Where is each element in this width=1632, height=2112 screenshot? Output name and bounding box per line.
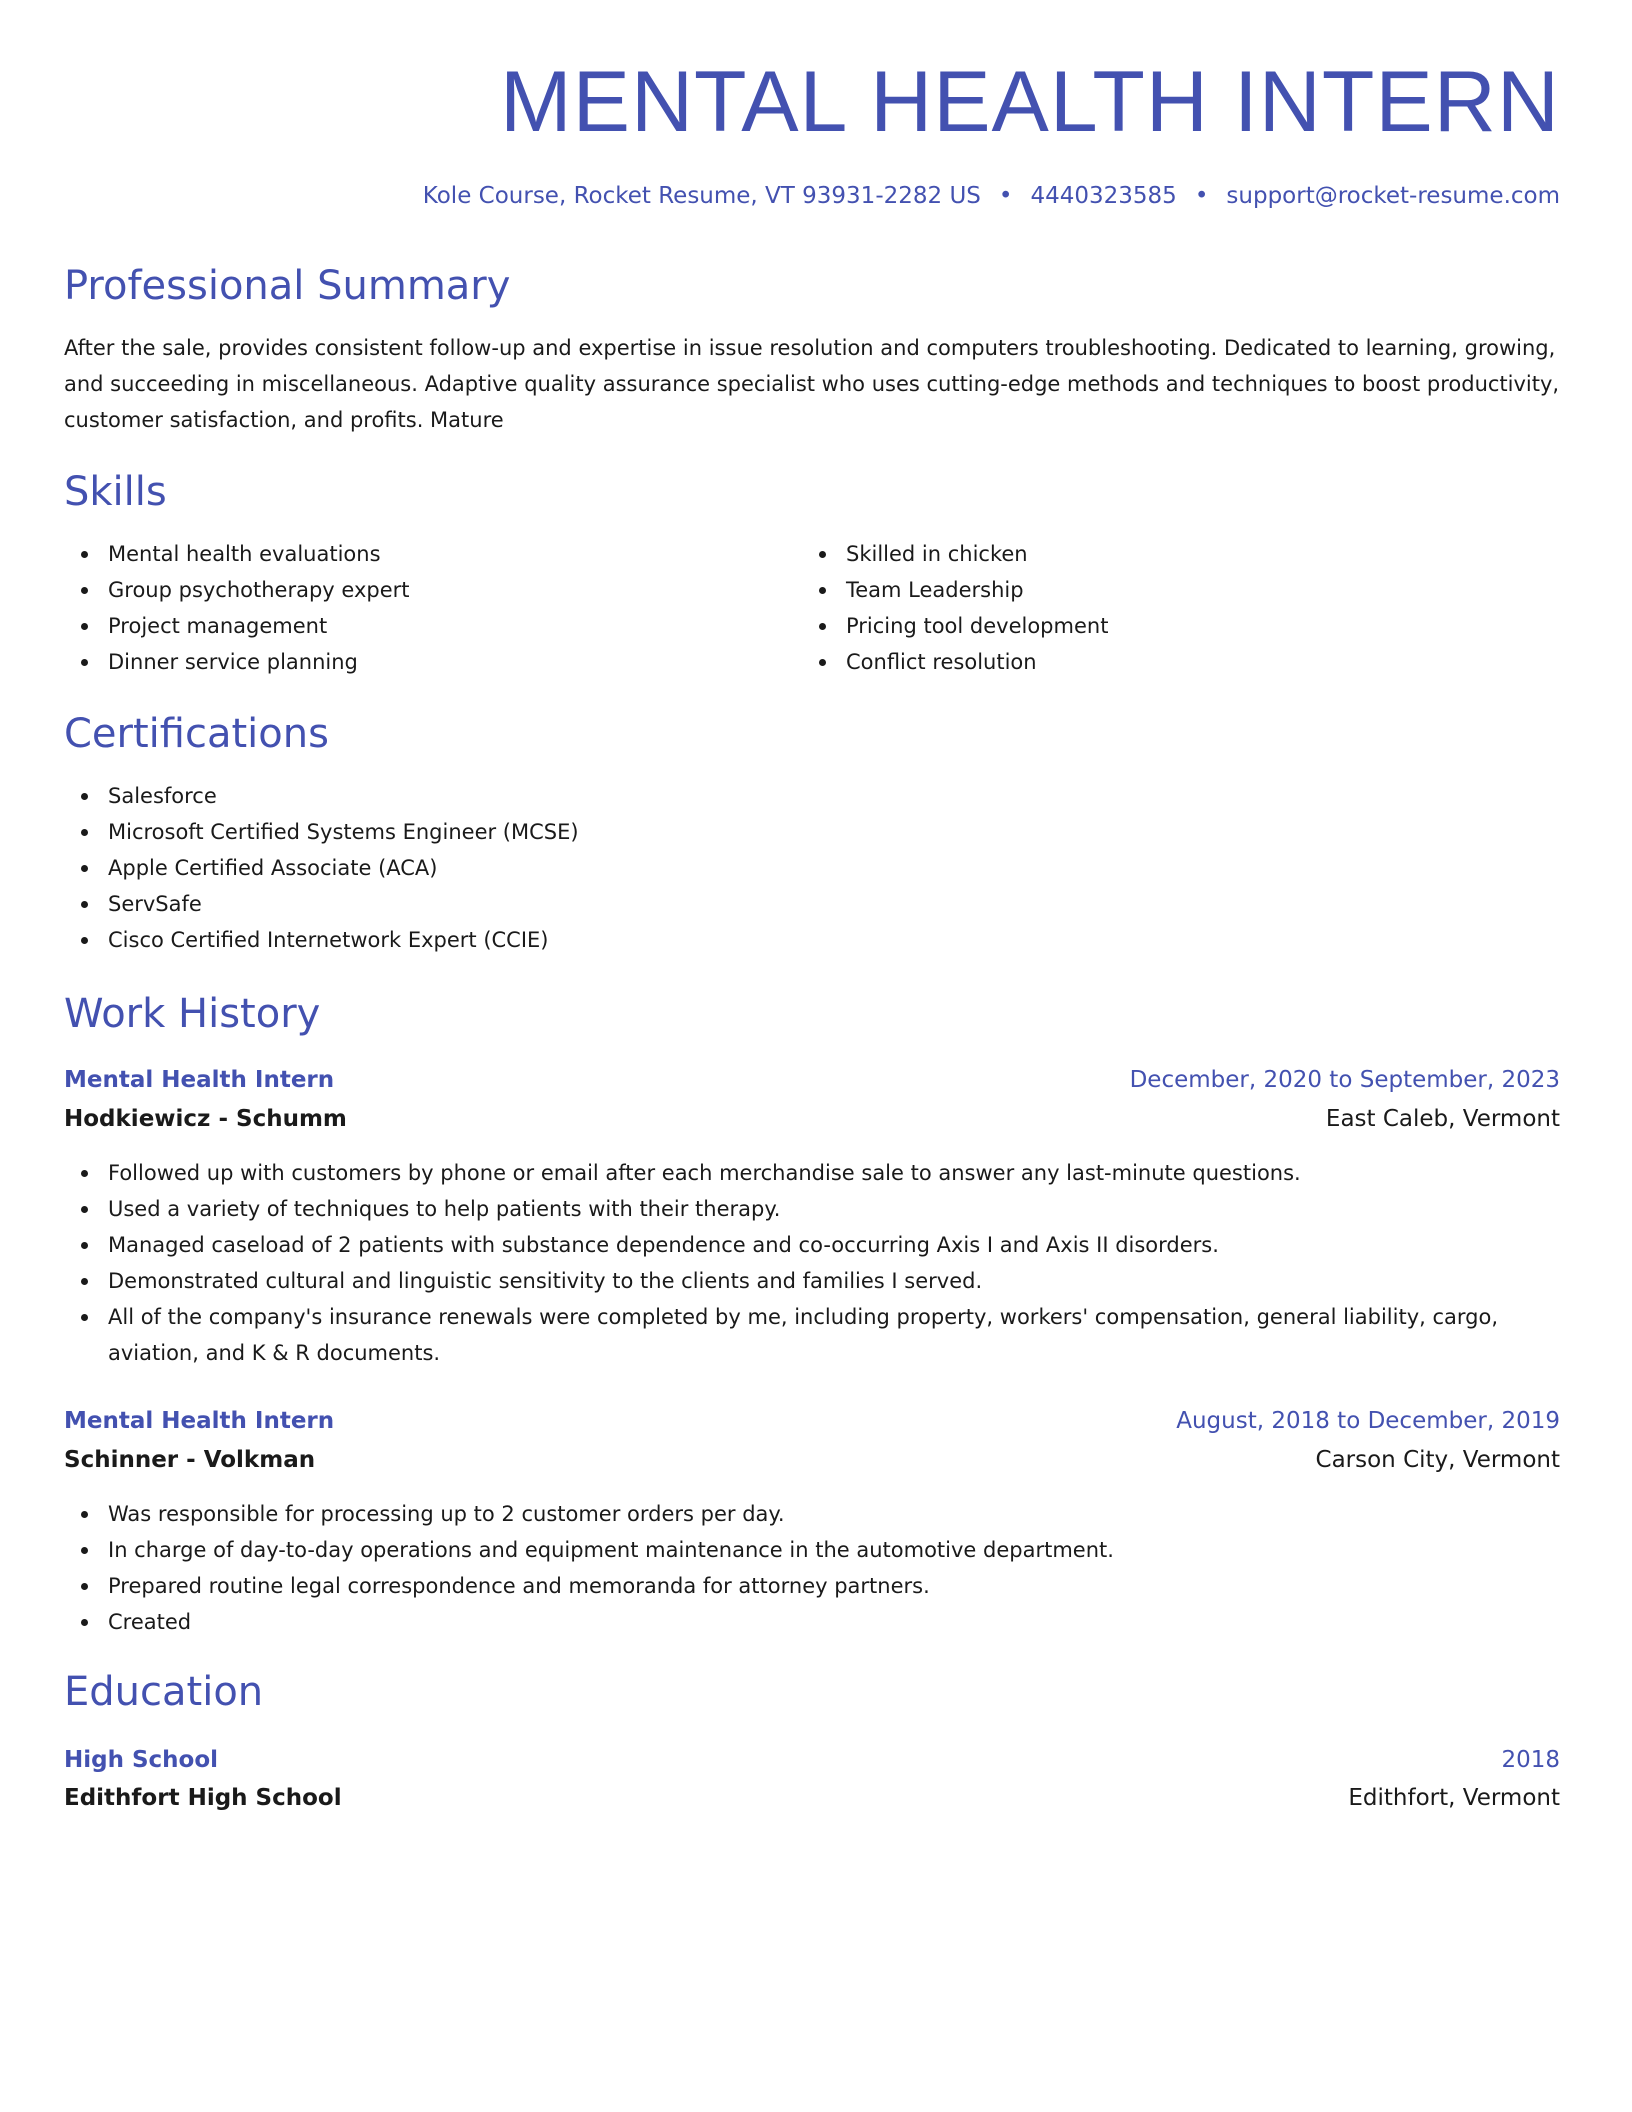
job-bullets	[64, 1496, 1560, 1640]
education-location: Edithfort, Vermont	[1348, 1785, 1560, 1811]
summary-heading: Professional Summary	[64, 263, 511, 309]
job-bullet: Was responsible for processing up to 2 customer orders per day.	[64, 1496, 1560, 1532]
work-history-heading: Work History	[64, 991, 321, 1037]
skill-item: Dinner service planning	[64, 644, 764, 680]
certifications-list	[64, 778, 1560, 958]
job-employer-row	[64, 1442, 1560, 1478]
education-header	[64, 1742, 1560, 1778]
job-dates: December, 2020 to September, 2023	[1129, 1067, 1560, 1093]
job-bullet: Followed up with customers by phone or email after each merchandise sale to answer any last-minute questions.	[64, 1155, 1560, 1191]
job-bullet: All of the company's insurance renewals were completed by me, including property, workers' compensation, general liability, cargo, aviation, and K & R documents.	[64, 1299, 1560, 1371]
job-header	[64, 1062, 1560, 1098]
job-dates: August, 2018 to December, 2019	[1176, 1408, 1560, 1434]
contact-line	[423, 180, 1560, 212]
skill-item: Team Leadership	[802, 572, 1560, 608]
certification-item: ServSafe	[64, 886, 1560, 922]
job-bullet: Managed caseload of 2 patients with substance dependence and co-occurring Axis I and Axis II disorders.	[64, 1227, 1560, 1263]
contact-address: Kole Course, Rocket Resume, VT 93931-2282 US	[422, 183, 981, 209]
certification-item: Apple Certified Associate (ACA)	[64, 850, 1560, 886]
job-header	[64, 1403, 1560, 1439]
certifications-heading: Certifications	[64, 711, 329, 757]
summary-text: After the sale, provides consistent follow-up and expertise in issue resolution and computers troubleshooting. Dedicated to learning, growing, and succeeding in miscellaneous. Adaptive quality assurance specialist who uses cutting-edge methods and techniques to boost productivity, customer satisfaction, and profits. Mature	[64, 336, 1560, 432]
job-bullet: In charge of day-to-day operations and equipment maintenance in the automotive department.	[64, 1532, 1560, 1568]
certification-item: Cisco Certified Internetwork Expert (CCIE)	[64, 922, 1560, 958]
skill-item: Skilled in chicken	[802, 536, 1560, 572]
job-location: East Caleb, Vermont	[1325, 1106, 1560, 1132]
job-location: Carson City, Vermont	[1315, 1447, 1560, 1473]
job-employer-row	[64, 1101, 1560, 1137]
job-title: Mental Health Intern	[64, 1067, 335, 1093]
skill-item: Mental health evaluations	[64, 536, 764, 572]
job-title: Mental Health Intern	[64, 1408, 335, 1434]
education-degree: High School	[64, 1747, 219, 1773]
education-school-row	[64, 1780, 1560, 1816]
job-bullet: Demonstrated cultural and linguistic sensitivity to the clients and families I served.	[64, 1263, 1560, 1299]
skills-list-right	[802, 536, 1560, 680]
skill-item: Group psychotherapy expert	[64, 572, 764, 608]
education-heading: Education	[64, 1669, 264, 1715]
certification-item: Microsoft Certified Systems Engineer (MCSE)	[64, 814, 1560, 850]
education-school: Edithfort High School	[64, 1785, 342, 1811]
skills-heading: Skills	[64, 469, 167, 515]
job-bullet: Created	[64, 1604, 1560, 1640]
skill-item: Conflict resolution	[802, 644, 1560, 680]
contact-separator: •	[1194, 183, 1209, 209]
job-company: Hodkiewicz - Schumm	[64, 1106, 347, 1132]
job-bullets	[64, 1155, 1560, 1371]
contact-separator: •	[998, 183, 1013, 209]
skill-item: Pricing tool development	[802, 608, 1560, 644]
certification-item: Salesforce	[64, 778, 1560, 814]
candidate-name: MENTAL HEALTH INTERN	[499, 54, 1560, 150]
job-company: Schinner - Volkman	[64, 1447, 316, 1473]
skill-item: Project management	[64, 608, 764, 644]
skills-list-left	[64, 536, 764, 680]
contact-phone: 4440323585	[1030, 183, 1177, 209]
education-year: 2018	[1501, 1747, 1560, 1773]
contact-email: support@rocket-resume.com	[1226, 183, 1560, 209]
job-bullet: Used a variety of techniques to help patients with their therapy.	[64, 1191, 1560, 1227]
job-bullet: Prepared routine legal correspondence and memoranda for attorney partners.	[64, 1568, 1560, 1604]
